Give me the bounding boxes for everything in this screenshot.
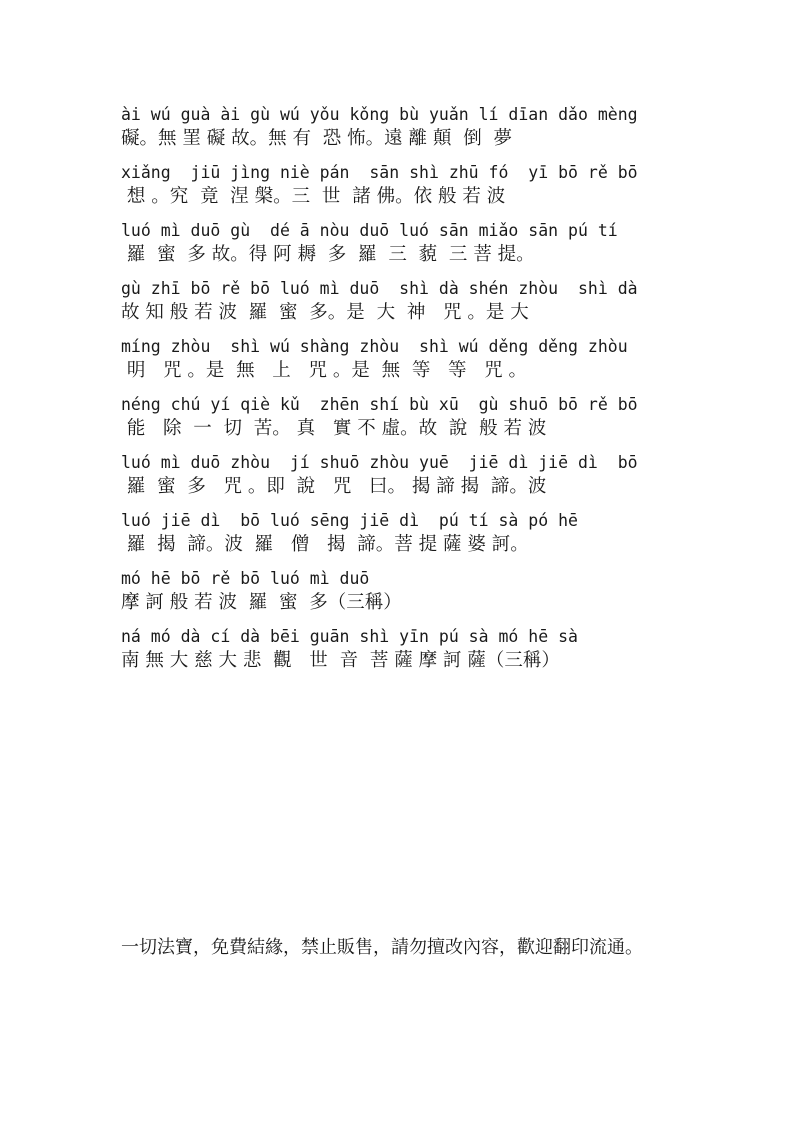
hanzi-line: 羅 蜜 多 故。得 阿 耨 多 羅 三 藐 三 菩 提。 xyxy=(121,244,535,265)
hanzi-line: 故 知 般 若 波 羅 蜜 多。是 大 神 咒 。是 大 xyxy=(121,302,529,323)
pinyin-line: mó hē bō rě bō luó mì duō xyxy=(121,569,370,588)
hanzi-line: 羅 蜜 多 咒 。即 說 咒 曰。 揭 諦 揭 諦。波 xyxy=(121,476,547,497)
hanzi-line: 能 除 一 切 苦。 真 實 不 虛。故 說 般 若 波 xyxy=(121,418,547,439)
hanzi-line: 南 無 大 慈 大 悲 觀 世 音 菩 薩 摩 訶 薩（三稱） xyxy=(121,650,560,671)
sutra-line xyxy=(121,278,681,326)
sutra-line xyxy=(121,220,681,268)
hanzi-line: 想 。究 竟 涅 槃。三 世 諸 佛。依 般 若 波 xyxy=(121,186,506,207)
sutra-line xyxy=(121,568,681,616)
pinyin-line: gù zhī bō rě bō luó mì duō shì dà shén zhòu shì dà xyxy=(121,279,638,298)
pinyin-line: luó mì duō gù dé ā nòu duō luó sān miǎo sān pú tí xyxy=(121,221,618,240)
pinyin-line: ná mó dà cí dà bēi guān shì yīn pú sà mó hē sà xyxy=(121,627,578,646)
hanzi-line: 羅 揭 諦。波 羅 僧 揭 諦。菩 提 薩 婆 訶。 xyxy=(121,534,529,555)
pinyin-line: míng zhòu shì wú shàng zhòu shì wú děng děng zhòu xyxy=(121,337,628,356)
pinyin-line: xiǎng jiū jìng niè pán sān shì zhū fó yī bō rě bō xyxy=(121,163,638,182)
sutra-line xyxy=(121,394,681,442)
sutra-line xyxy=(121,626,681,674)
sutra-line xyxy=(121,336,681,384)
sutra-text xyxy=(121,104,681,684)
pinyin-line: néng chú yí qiè kǔ zhēn shí bù xū gù shuō bō rě bō xyxy=(121,395,638,414)
pinyin-line: ài wú guà ài gù wú yǒu kǒng bù yuǎn lí dīan dǎo mèng xyxy=(121,105,638,124)
pinyin-line: luó jiē dì bō luó sēng jiē dì pú tí sà pó hē xyxy=(121,511,578,530)
hanzi-line: 明 咒 。是 無 上 咒 。是 無 等 等 咒 。 xyxy=(121,360,528,381)
hanzi-line: 礙。無 罣 礙 故。無 有 恐 怖。遠 離 顛 倒 夢 xyxy=(121,128,512,149)
hanzi-line: 摩 訶 般 若 波 羅 蜜 多（三稱） xyxy=(121,592,402,613)
sutra-line xyxy=(121,452,681,500)
sutra-line xyxy=(121,162,681,210)
sutra-line xyxy=(121,510,681,558)
distribution-notice: 一切法寶，免費結緣，禁止販售，請勿擅改內容，歡迎翻印流通。 xyxy=(121,937,643,958)
sutra-line xyxy=(121,104,681,152)
pinyin-line: luó mì duō zhòu jí shuō zhòu yuē jiē dì jiē dì bō xyxy=(121,453,638,472)
